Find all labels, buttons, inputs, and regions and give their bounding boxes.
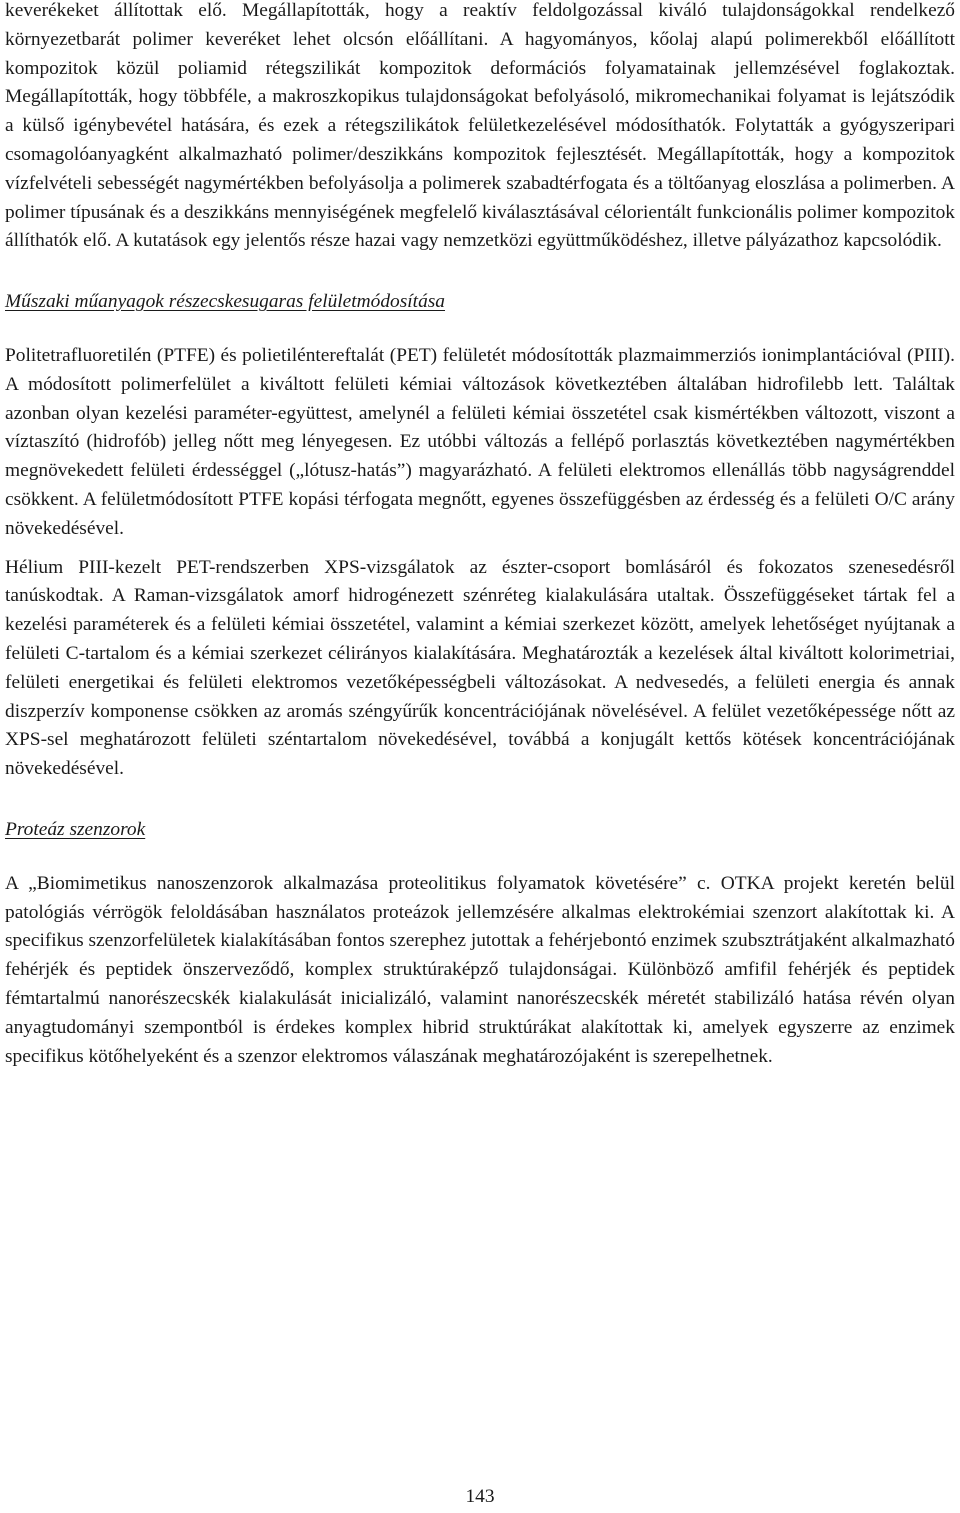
section-heading-protease-sensors: Proteáz szenzorok (5, 818, 146, 840)
section1-paragraph-1: Politetrafluoretilén (PTFE) és polietiléntereftalát (PET) felületét módosították plazmaimmerziós ionimplantációval (PIII). A módosított polimerfelület a kiváltott felületi kémiai változások következtében általában hidrofilebb lett. Találtak azonban olyan kezelési paraméter-együttest, amelynél a felületi kémiai összetétel csak kismértékben változott, viszont a víztaszító (hidrofób) jelleg nőtt meg lényegesen. Ez utóbbi változás a fellépő porlasztás következtében nagymértékben megnövekedett felületi érdességgel („lótusz-hatás”) magyarázható. A felületi elektromos ellenállás több nagyságrenddel csökkent. A felületmódosított PTFE kopási térfogata megnőtt, egyenes összefüggésben az érdesség és a felületi O/C arány növekedésével. (5, 344, 955, 539)
page-number: 143 (465, 1486, 495, 1507)
section-heading-surface-modification: Műszaki műanyagok részecskesugaras felületmódosítása (5, 291, 446, 313)
section1-paragraph-2: Hélium PIII-kezelt PET-rendszerben XPS-vizsgálatok az észter-csoport bomlásáról és fokozatos szenesedésről tanúskodtak. A Raman-vizsgálatok amorf hidrogénezett szénréteg kialakulására utaltak. Összefüggéseket tártak fel a kezelési paraméterek és a felületi kémiai összetétel, valamint a kémiai szerkezet között, amelyek lehetőséget nyújtanak a felületi C-tartalom és a kémiai szerkezet célirányos kialakítására. Meghatározták a kezelések által kiváltott kolorimetriai, felületi energetikai és felületi elektromos vezetőképességbeli változásokat. A nedvesedés, a felületi energia és annak diszperzív komponense csökken az aromás széngyűrűk koncentrációjának növelésével. A felület vezetőképessége nőtt az XPS-sel meghatározott felületi széntartalom növekedésével, továbbá a konjugált kettős kötések koncentrációjának növekedésével. (5, 556, 955, 780)
document-page (5, 0, 955, 1071)
section2-paragraph-1: A „Biomimetikus nanoszenzorok alkalmazása proteolitikus folyamatok követésére” c. OTKA projekt keretén belül patológiás vérrögök feloldásában használatos proteázok jellemzésére alkalmas elektrokémiai szenzort alakítottak ki. A specifikus szenzorfelületek kialakításában fontos szerephez jutottak a fehérjebontó enzimek szubsztrátjaként alkalmazható fehérjék és peptidek önszerveződő, komplex struktúraképző tulajdonságai. Különböző amfifil fehérjék és peptidek fémtartalmú nanorészecskék kialakulását inicializáló, valamint nanorészecskék méretét stabilizáló hatása révén olyan anyagtudományi szempontból is érdekes komplex hibrid struktúrákat alakítottak ki, amelyek egyszerre az enzimek specifikus kötőhelyeként és a szenzor elektromos válaszának meghatározójaként is szerepelhetnek. (5, 872, 955, 1067)
intro-paragraph: keverékeket állítottak elő. Megállapították, hogy a reaktív feldolgozással kiváló tulajdonságokkal rendelkező környezetbarát polimer keveréket lehet olcsón előállítani. A hagyományos, kőolaj alapú polimerekből előállított kompozitok közül poliamid rétegszilikát kompozitok deformációs folyamatainak jellemzésével foglakoztak. Megállapították, hogy többféle, a makroszkopikus tulajdonságokat befolyásoló, mikromechanikai folyamat is lejátszódik a külső igénybevétel hatására, és ezek a rétegszilikátok felületkezelésével módosíthatók. Folytatták a gyógyszeripari csomagolóanyagként alkalmazható polimer/deszikkáns kompozitok fejlesztését. Megállapították, hogy a kompozitok vízfelvételi sebességét nagymértékben befolyásolja a polimerek szabadtérfogata és a töltőanyag eloszlása a polimerben. A polimer típusának és a deszikkáns mennyiségének megfelelő kiválasztásával célorientált funkcionális polimer kompozitok állíthatók elő. A kutatások egy jelentős része hazai vagy nemzetközi együttműködéshez, illetve pályázathoz kapcsolódik. (5, 0, 955, 252)
